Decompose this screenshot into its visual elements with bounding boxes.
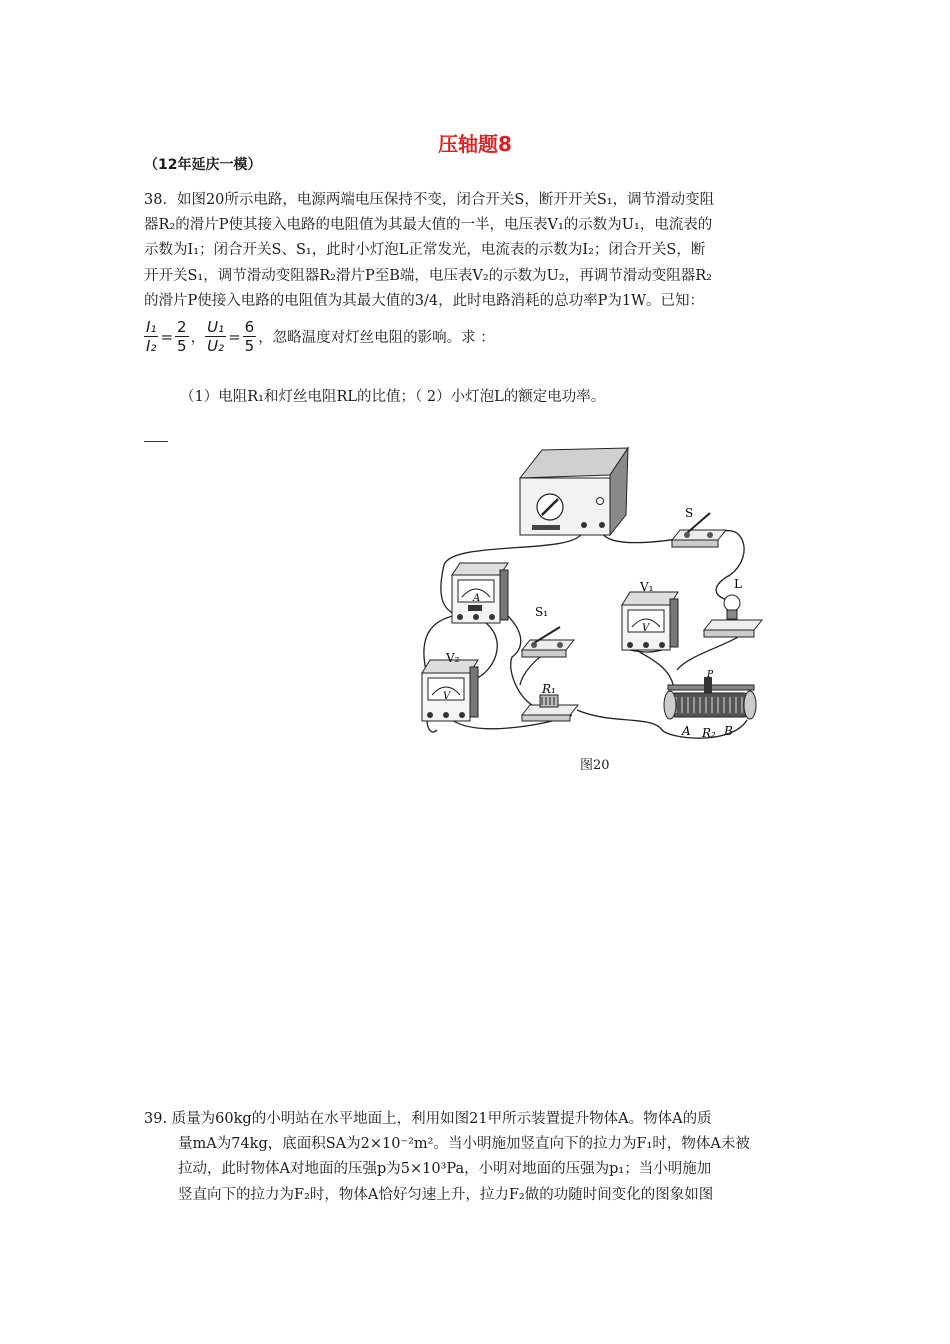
question-source: （12年延庆一模）: [144, 157, 262, 173]
switch-s1: [522, 605, 574, 657]
power-supply: [520, 448, 628, 535]
label-s: S: [685, 506, 694, 520]
fraction-i1-i2: $\frac{\text{I₁}}{\text{I₂}}$: [146, 318, 157, 355]
q38-line-5: 的滑片P使接入电路的电阻值为其最大值的3/4，此时电路消耗的总功率P为1W。已知：: [144, 292, 704, 309]
label-l: L: [734, 577, 742, 591]
q39-line-3: 拉动，此时物体A对地面的压强p为5×10³Pa，小明对地面的压强为p₁；当小明施加: [178, 1161, 712, 1178]
label-a: A: [682, 724, 691, 738]
q39-line-4: 竖直向下的拉力为F₂时，物体A恰好匀速上升，拉力F₂做的功随时间变化的图象如图: [178, 1186, 714, 1203]
q39-line-2: 量mA为74kg，底面积SA为2×10⁻²m²。当小明施加竖直向下的拉力为F₁时，物体A未被: [178, 1136, 750, 1153]
circuit-figure-20: [412, 445, 774, 745]
label-v1: V₁: [640, 580, 654, 594]
rheostat-r2: [664, 670, 756, 740]
ammeter: [452, 563, 508, 623]
page-title: 压轴题8: [438, 132, 512, 156]
ammeter-symbol: A: [473, 593, 481, 604]
question-39: [144, 1107, 816, 1208]
figure-caption: 图20: [580, 758, 610, 773]
label-s1: S₁: [535, 605, 549, 619]
v1-symbol: V: [642, 623, 650, 634]
fraction-u1-u2: $\frac{\text{U₁}}{\text{U₂}}$: [207, 318, 225, 355]
q38-line-4: 开开关S₁，调节滑动变阻器R₂滑片P至B端，电压表V₂的示数为U₂，再调节滑动变阻器R₂: [144, 267, 712, 284]
voltmeter-v1: [622, 580, 678, 650]
lamp-l: [704, 577, 762, 637]
q38-line-3: 示数为I₁；闭合开关S、S₁，此时小灯泡L正常发光，电流表的示数为I₂；闭合开关S，断: [144, 242, 706, 259]
q38-line-2: 器R₂的滑片P使其接入电路的电阻值为其最大值的一半，电压表V₁的示数为U₁，电流表的: [144, 217, 713, 234]
label-r2: R₂: [702, 726, 716, 740]
q38-subquestions: （1）电阻R₁和灯丝电阻RL的比值；（ 2）小灯泡L的额定电功率。: [180, 389, 606, 405]
ratio-equations: $\frac{\text{I₁}}{\text{I₂}}$ = $\frac{2}{5}$ ， $\frac{\text{U₁}}{\text{U₂}}$ = $\frac{6}{5}$ ，忽略温度对灯丝电阻的影响。求 ：: [146, 318, 495, 355]
v2-symbol: V: [443, 691, 451, 702]
q39-line-1: 39. 质量为60kg的小明站在水平地面上，利用如图21甲所示装置提升物体A。物体A的质: [144, 1111, 712, 1127]
label-p: P: [707, 670, 714, 680]
resistor-r1: [522, 682, 578, 721]
label-v2: V₂: [446, 651, 460, 665]
fraction-6-5: $\frac{6}{5}$: [244, 318, 255, 355]
switch-s: [672, 506, 726, 547]
voltmeter-v2: [422, 651, 478, 721]
label-b: B: [724, 724, 733, 738]
ratio-text: ，忽略温度对灯丝电阻的影响。求 ：: [258, 330, 495, 346]
q38-line-1: 38．如图20所示电路，电源两端电压保持不变，闭合开关S，断开开关S₁，调节滑动变阻: [144, 192, 715, 208]
divider: [144, 441, 168, 442]
question-38: [144, 188, 816, 314]
label-r1: R₁: [542, 682, 556, 696]
fraction-2-5: $\frac{2}{5}$: [177, 318, 187, 355]
